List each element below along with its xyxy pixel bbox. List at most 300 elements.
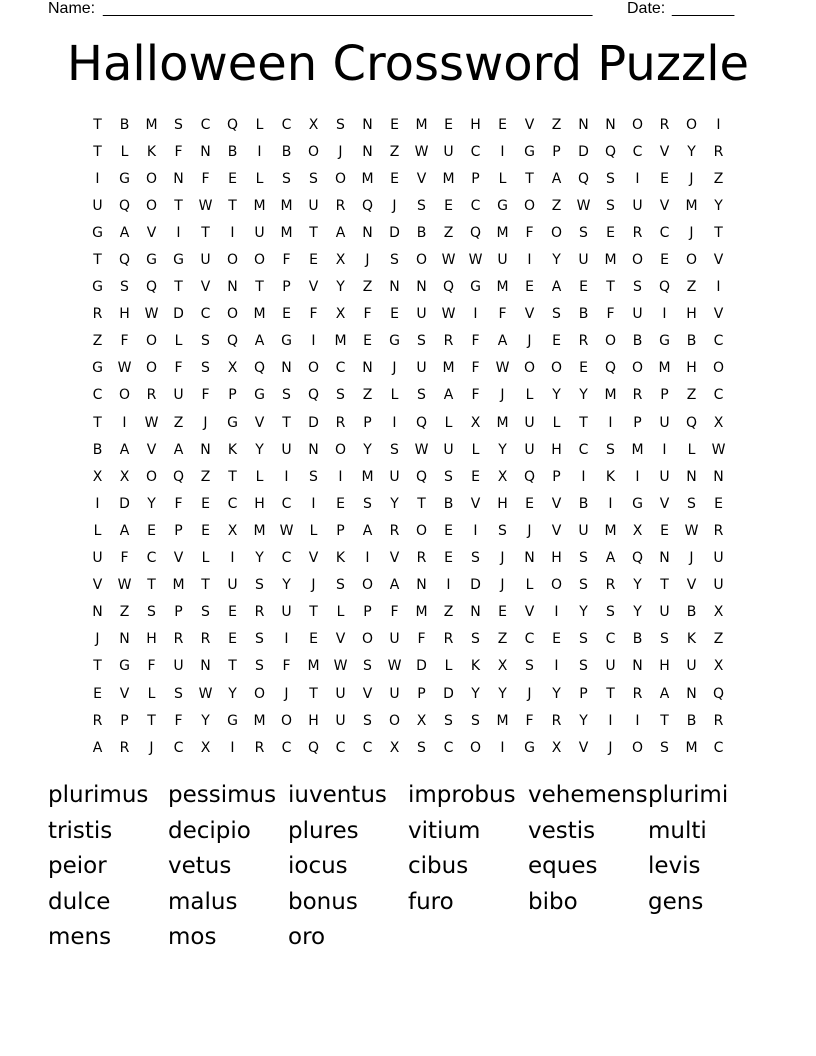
grid-letter: W [198,685,213,702]
grid-letter: H [551,441,562,458]
grid-letter: U [578,522,589,539]
grid-letter: T [93,414,102,431]
grid-letter: W [495,360,510,377]
grid-letter: L [174,333,183,350]
grid-letter: R [119,739,130,756]
grid-letter: E [714,495,723,512]
grid-letter: Y [201,712,210,729]
grid-letter: X [200,739,211,756]
grid-letter: I [635,468,640,485]
grid-letter: I [338,468,343,485]
grid-letter: I [608,495,613,512]
word-bank [48,778,768,956]
grid-letter: M [442,360,455,377]
grid-letter: L [444,414,453,431]
grid-letter: U [281,441,292,458]
grid-letter: Y [282,577,291,594]
grid-letter: Y [336,279,345,296]
grid-letter: Y [579,712,588,729]
grid-letter: P [660,387,669,404]
grid-letter: F [525,712,534,729]
grid-letter: V [200,279,211,296]
grid-letter: T [201,577,210,594]
grid-letter: Q [118,252,131,269]
grid-letter: T [93,252,102,269]
grid-letter: E [660,170,669,187]
grid-letter: Q [604,360,617,377]
grid-letter: I [230,550,235,567]
grid-letter: T [147,577,156,594]
grid-letter: I [635,170,640,187]
grid-letter: T [417,495,426,512]
grid-letter: S [309,468,318,485]
grid-letter: E [93,685,102,702]
grid-letter: H [686,360,697,377]
grid-letter: S [471,712,480,729]
grid-letter: J [527,685,532,702]
grid-letter: N [524,550,535,567]
grid-letter: E [660,522,669,539]
grid-letter: G [281,333,292,350]
grid-letter: R [443,631,454,648]
grid-letter: W [117,577,132,594]
grid-letter: N [92,604,103,621]
grid-letter: S [363,495,372,512]
grid-letter: T [228,197,237,214]
grid-letter: L [336,604,345,621]
grid-letter: V [173,550,184,567]
grid-letter: A [659,685,670,702]
grid-letter: Z [713,631,724,648]
grid-letter: J [95,631,100,648]
grid-letter: Z [686,387,697,404]
grid-letter: J [149,739,154,756]
grid-letter: V [524,604,535,621]
grid-letter: U [605,658,616,675]
grid-letter: X [713,658,724,675]
grid-letter: Q [226,333,239,350]
grid-letter: V [362,685,373,702]
word-bank-item: decipio [168,817,251,844]
grid-letter: A [119,522,130,539]
grid-letter: X [227,360,238,377]
grid-letter: E [201,495,210,512]
grid-letter: C [335,739,346,756]
grid-letter: N [686,468,697,485]
grid-letter: Z [119,604,130,621]
grid-letter: I [500,739,505,756]
grid-letter: M [631,441,644,458]
grid-letter: D [389,224,400,241]
word-bank-item: pessimus [168,782,277,808]
grid-letter: V [146,224,157,241]
grid-letter: Z [686,279,697,296]
grid-letter: Q [442,279,455,296]
grid-letter: E [390,116,399,133]
grid-letter: V [308,550,319,567]
grid-letter: Y [471,685,480,702]
word-bank-item: mens [48,924,112,950]
grid-letter: V [335,631,346,648]
grid-letter: L [255,468,264,485]
grid-letter: W [414,143,429,160]
grid-letter: K [335,550,346,567]
grid-letter: O [685,116,698,133]
grid-letter: U [308,197,319,214]
grid-letter: T [93,143,102,160]
grid-letter: E [579,279,588,296]
grid-letter: U [443,143,454,160]
grid-letter: L [255,116,264,133]
grid-letter: V [389,550,400,567]
grid-letter: A [389,577,400,594]
grid-letter: X [335,306,346,323]
grid-letter: V [686,577,697,594]
grid-letter: D [308,414,319,431]
word-bank-item: cibus [408,853,469,879]
grid-letter: N [686,685,697,702]
grid-letter: N [362,224,373,241]
grid-letter: S [606,170,615,187]
grid-letter: V [308,279,319,296]
grid-letter: X [497,658,508,675]
grid-letter: Z [362,387,373,404]
header-line [48,0,748,20]
grid-letter: E [282,306,291,323]
grid-letter: O [334,441,347,458]
grid-letter: S [417,197,426,214]
grid-letter: Q [307,739,320,756]
grid-letter: S [552,306,561,323]
grid-letter: E [660,252,669,269]
grid-letter: O [145,360,158,377]
grid-letter: X [389,739,400,756]
grid-letter: R [713,143,724,160]
grid-letter: Q [172,468,185,485]
grid-letter: O [631,360,644,377]
grid-letter: J [689,550,694,567]
grid-letter: B [92,441,103,458]
grid-letter: G [389,333,400,350]
grid-letter: I [365,550,370,567]
grid-letter: M [496,414,509,431]
grid-letter: N [119,631,130,648]
grid-letter: R [92,712,103,729]
grid-letter: N [362,360,373,377]
grid-letter: Z [551,197,562,214]
grid-letter: Y [687,143,696,160]
grid-letter: G [254,387,265,404]
grid-letter: F [471,333,480,350]
grid-letter: C [281,739,292,756]
grid-letter: E [606,224,615,241]
grid-letter: J [500,387,505,404]
grid-letter: X [470,414,481,431]
grid-letter: A [443,387,454,404]
grid-letter: G [227,712,238,729]
grid-letter: U [686,658,697,675]
grid-letter: G [173,252,184,269]
grid-letter: M [307,658,320,675]
grid-letter: F [309,306,318,323]
grid-letter: X [227,522,238,539]
grid-letter: F [174,360,183,377]
grid-letter: M [442,170,455,187]
grid-letter: O [550,360,563,377]
grid-letter: T [606,685,615,702]
grid-letter: P [417,685,426,702]
grid-letter: S [660,739,669,756]
grid-letter: R [713,712,724,729]
grid-letter: Y [498,685,507,702]
grid-letter: B [686,333,697,350]
grid-letter: E [309,252,318,269]
grid-letter: S [120,279,129,296]
grid-letter: Q [631,550,644,567]
grid-letter: U [254,224,265,241]
grid-letter: N [389,279,400,296]
grid-letter: S [606,604,615,621]
grid-letter: E [201,522,210,539]
grid-letter: C [524,631,535,648]
word-bank-item: vetus [168,853,232,879]
grid-letter: A [551,279,562,296]
grid-letter: Y [633,604,642,621]
grid-letter: C [92,387,103,404]
grid-letter: H [659,658,670,675]
grid-letter: T [309,604,318,621]
grid-letter: I [176,224,181,241]
grid-letter: C [578,441,589,458]
grid-letter: E [525,495,534,512]
grid-letter: I [95,170,100,187]
word-bank-item: plurimi [648,782,729,808]
grid-letter: B [119,116,130,133]
grid-letter: C [173,739,184,756]
grid-letter: B [686,604,697,621]
grid-letter: E [498,604,507,621]
grid-letter: Z [92,333,103,350]
grid-letter: W [711,441,726,458]
grid-letter: N [470,604,481,621]
grid-letter: F [147,658,156,675]
grid-letter: F [363,306,372,323]
grid-letter: H [551,550,562,567]
grid-letter: W [441,252,456,269]
grid-letter: R [578,333,589,350]
grid-letter: O [604,333,617,350]
word-bank-item: oro [288,924,326,950]
grid-letter: F [525,224,534,241]
grid-letter: W [198,197,213,214]
grid-letter: W [414,441,429,458]
grid-letter: S [201,604,210,621]
grid-letter: I [473,306,478,323]
grid-letter: I [716,279,721,296]
grid-letter: Q [685,414,698,431]
grid-letter: S [606,197,615,214]
grid-letter: R [146,387,157,404]
grid-letter: C [281,495,292,512]
grid-letter: T [660,712,669,729]
page-title: Halloween Crossword Puzzle [66,36,750,92]
grid-letter: S [174,116,183,133]
word-bank-item: peior [48,853,107,879]
grid-letter: W [144,306,159,323]
grid-letter: N [173,170,184,187]
grid-letter: V [119,685,130,702]
grid-letter: F [282,658,291,675]
grid-letter: T [201,224,210,241]
grid-letter: G [119,170,130,187]
grid-letter: U [335,712,346,729]
grid-letter: D [578,143,589,160]
grid-letter: G [146,252,157,269]
grid-letter: G [227,414,238,431]
grid-letter: B [443,495,454,512]
grid-letter: E [498,116,507,133]
grid-letter: Y [579,604,588,621]
grid-letter: S [660,631,669,648]
grid-letter: Q [604,143,617,160]
grid-letter: R [632,387,643,404]
grid-letter: Z [713,170,724,187]
grid-letter: U [389,468,400,485]
grid-letter: E [525,279,534,296]
grid-letter: S [255,577,264,594]
grid-letter: N [200,658,211,675]
grid-letter: P [174,604,183,621]
grid-letter: S [498,522,507,539]
grid-letter: E [552,631,561,648]
grid-letter: O [307,143,320,160]
grid-letter: M [253,197,266,214]
grid-letter: E [579,360,588,377]
grid-letter: S [363,658,372,675]
grid-letter: Q [307,387,320,404]
grid-letter: Y [552,685,561,702]
grid-letter: M [361,468,374,485]
grid-letter: E [552,333,561,350]
grid-letter: P [552,468,561,485]
grid-letter: W [279,522,294,539]
grid-letter: M [334,333,347,350]
grid-letter: L [147,685,156,702]
grid-letter: O [469,739,482,756]
grid-letter: Y [552,387,561,404]
grid-letter: R [605,577,616,594]
grid-letter: N [200,143,211,160]
grid-letter: D [443,685,454,702]
date-label: Date: [627,0,666,17]
grid-letter: X [92,468,103,485]
grid-letter: C [713,739,724,756]
grid-letter: U [713,550,724,567]
grid-letter: P [363,414,372,431]
grid-letter: O [361,577,374,594]
grid-letter: E [390,306,399,323]
grid-letter: Y [579,387,588,404]
word-bank-item: mos [168,924,217,950]
grid-letter: H [254,495,265,512]
grid-letter: C [362,739,373,756]
grid-letter: U [578,252,589,269]
grid-letter: V [92,577,103,594]
grid-letter: V [470,495,481,512]
grid-letter: D [470,577,481,594]
grid-letter: D [416,658,427,675]
grid-letter: O [145,170,158,187]
grid-letter: S [201,333,210,350]
grid-letter: L [201,550,210,567]
grid-letter: Y [147,495,156,512]
grid-letter: O [226,252,239,269]
grid-letter: M [658,360,671,377]
grid-letter: G [119,658,130,675]
grid-letter: Y [255,550,264,567]
grid-letter: Z [443,604,454,621]
grid-letter: S [282,387,291,404]
grid-letter: D [173,306,184,323]
grid-letter: O [145,333,158,350]
grid-letter: T [606,279,615,296]
grid-letter: P [282,279,291,296]
grid-letter: I [473,522,478,539]
word-bank-item: iuventus [288,782,387,808]
grid-letter: O [307,360,320,377]
grid-letter: T [93,658,102,675]
grid-letter: I [230,224,235,241]
grid-letter: N [578,116,589,133]
grid-letter: W [576,197,591,214]
grid-letter: E [471,468,480,485]
grid-letter: R [389,522,400,539]
grid-letter: T [93,116,102,133]
grid-letter: I [554,604,559,621]
grid-letter: C [227,495,238,512]
grid-letter: U [524,441,535,458]
grid-letter: J [392,197,397,214]
grid-letter: F [498,306,507,323]
grid-letter: B [632,333,643,350]
grid-letter: U [416,360,427,377]
grid-letter: Q [523,468,536,485]
grid-letter: S [444,712,453,729]
grid-letter: W [441,306,456,323]
grid-letter: A [362,522,373,539]
grid-letter: J [527,333,532,350]
grid-letter: M [685,197,698,214]
grid-letter: S [255,658,264,675]
grid-letter: E [309,631,318,648]
grid-letter: N [200,441,211,458]
grid-letter: U [389,631,400,648]
grid-letter: O [253,252,266,269]
grid-letter: U [335,685,346,702]
grid-letter: U [659,604,670,621]
grid-letter: F [471,387,480,404]
grid-letter: U [659,414,670,431]
grid-letter: Q [577,170,590,187]
grid-letter: C [146,550,157,567]
grid-letter: G [92,360,103,377]
grid-letter: S [471,550,480,567]
grid-letter: B [632,631,643,648]
grid-letter: V [578,739,589,756]
grid-letter: Q [145,279,158,296]
grid-letter: X [416,712,427,729]
grid-letter: L [525,577,534,594]
